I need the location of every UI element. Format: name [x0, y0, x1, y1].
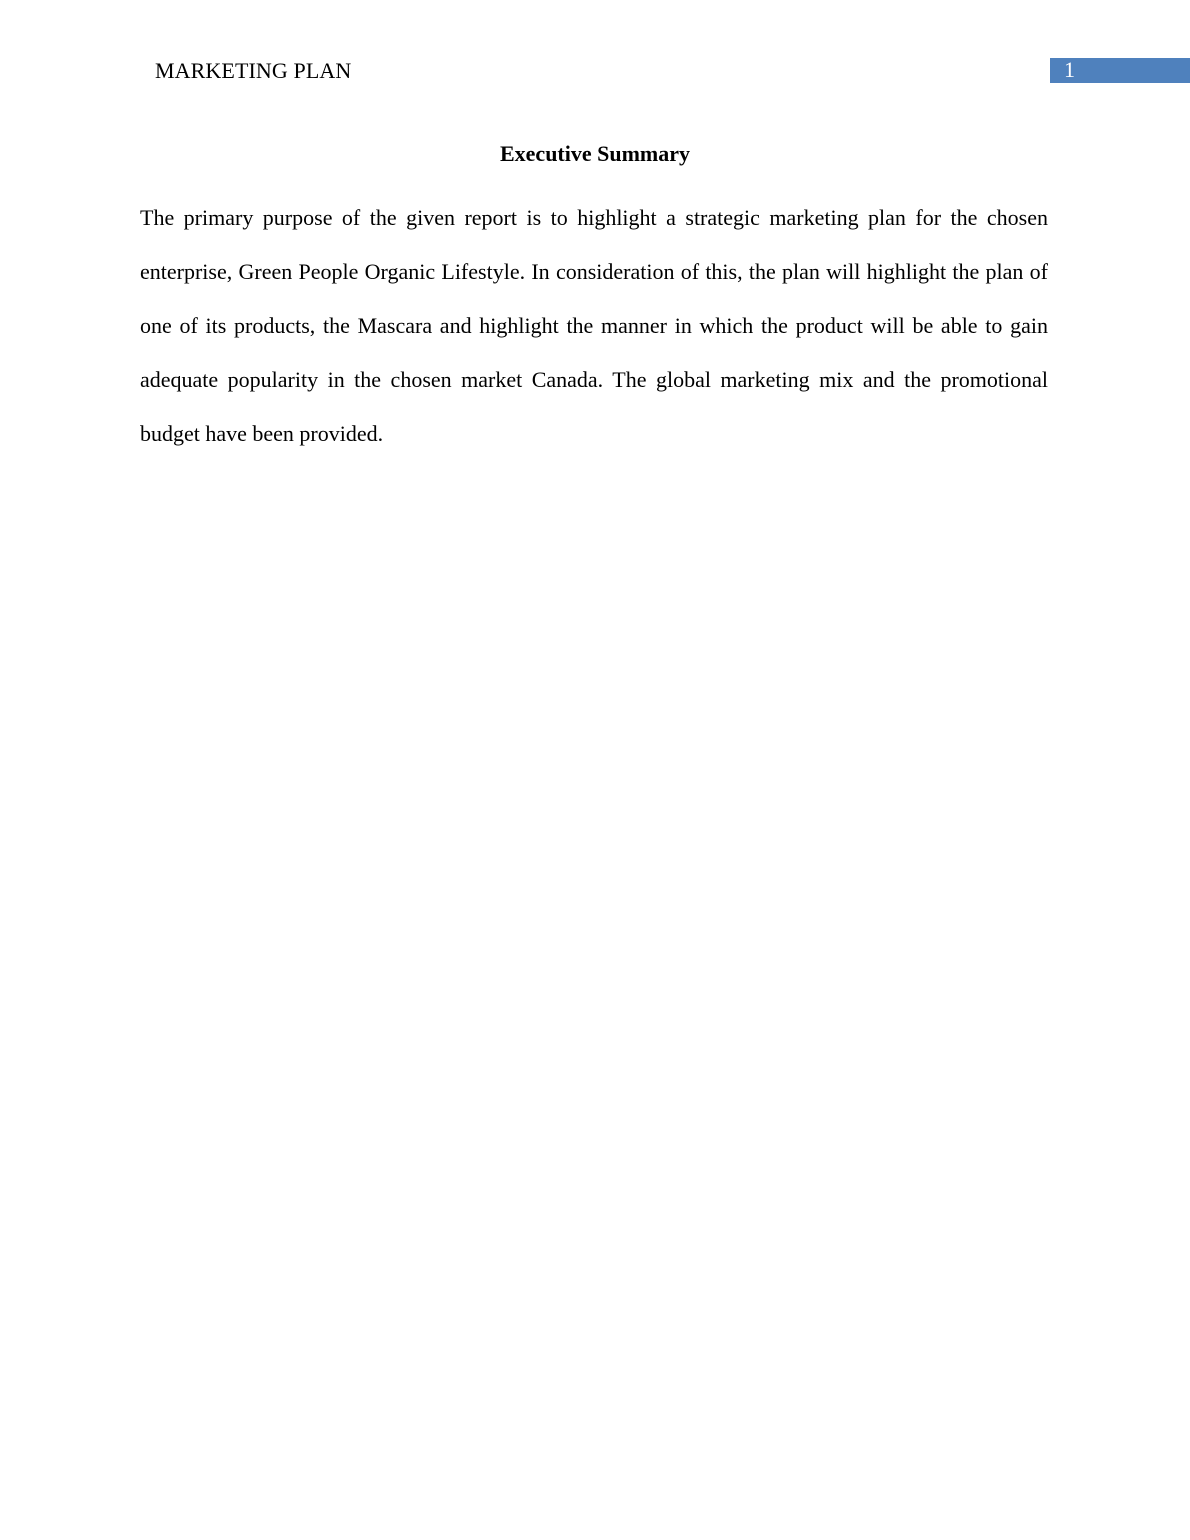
page-number-bar [1050, 58, 1190, 83]
body-paragraph: The primary purpose of the given report is to highlight a strategic marketing plan for the chosen enterprise, Green People Organic Lifestyle. In consideration of this, the plan will highlight the plan of one of its products, the Mascara and highlight the manner in which the product will be able to gain adequate popularity in the chosen market Canada. The global marketing mix and the promotional budget have been provided. [140, 205, 1048, 446]
running-head: MARKETING PLAN [155, 58, 352, 83]
page-number: 1 [1064, 57, 1075, 82]
section-heading: Executive Summary [499, 141, 691, 166]
